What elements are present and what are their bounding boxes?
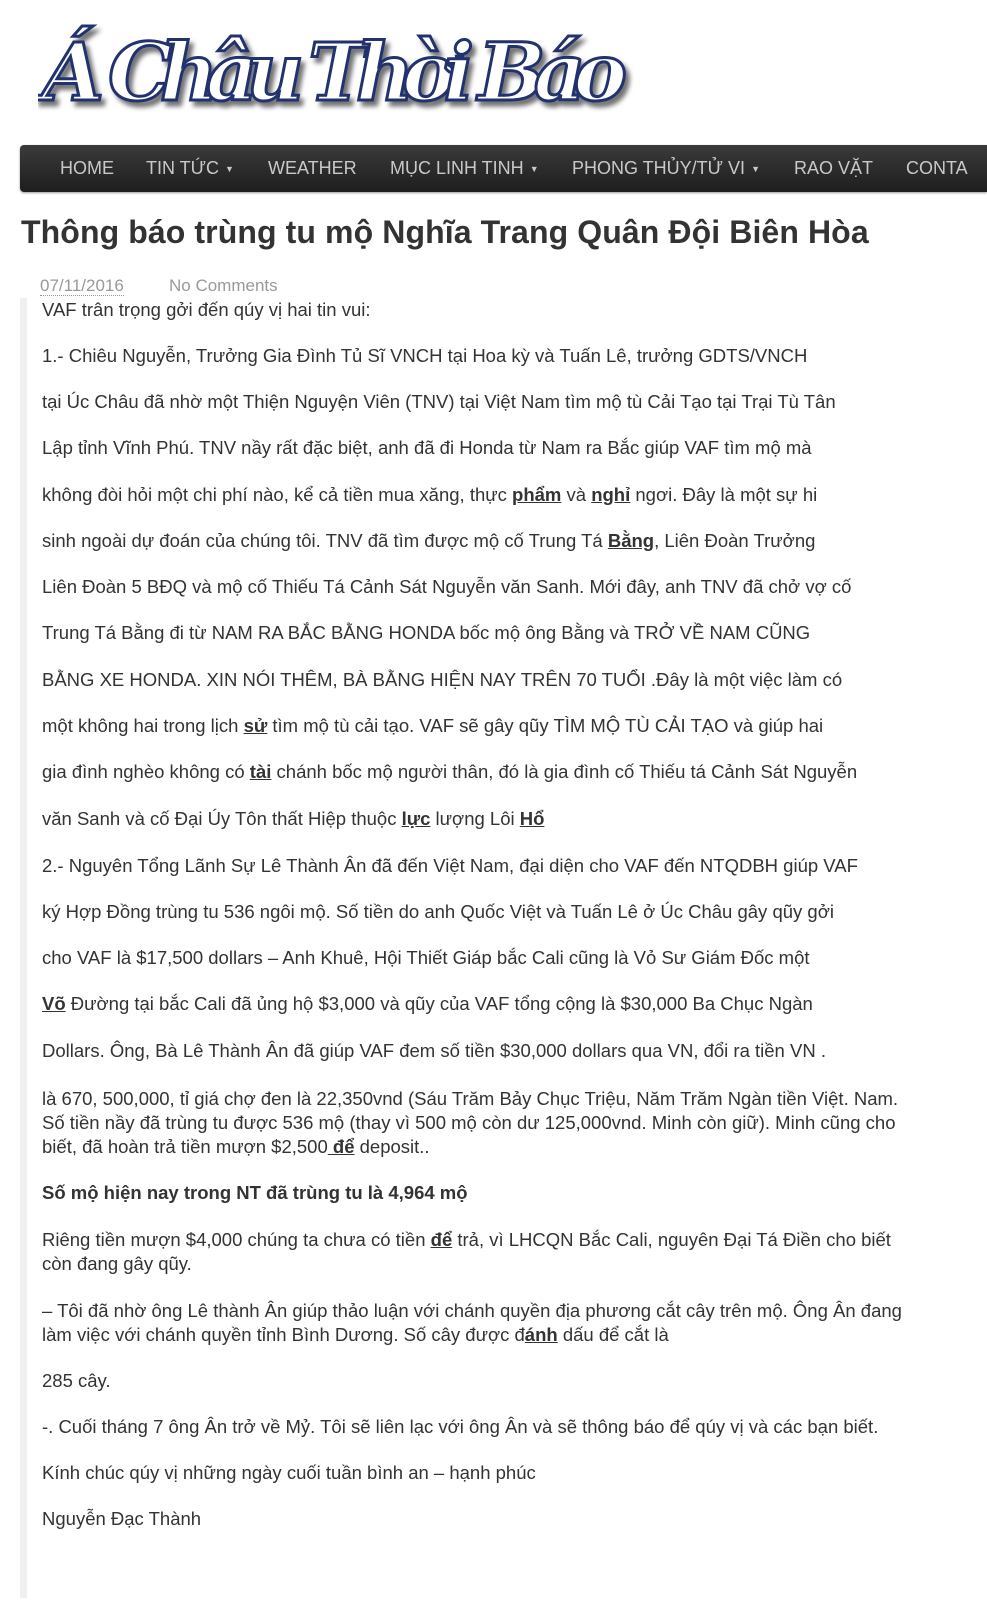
paragraph: -. Cuối tháng 7 ông Ân trở về Mỷ. Tôi sẽ liên lạc với ông Ân và sẽ thông báo để qúy vị và các bạn biết. xyxy=(42,1416,879,1437)
underlined-word: tài xyxy=(249,761,272,782)
nav-muc-linh-tinh[interactable] xyxy=(390,145,539,192)
nav-label: RAO VẶT xyxy=(794,158,874,178)
nav-label: WEATHER xyxy=(268,158,357,178)
text-run: , Liên Đoàn Trưởng xyxy=(654,530,816,551)
paragraph-line xyxy=(42,1324,669,1346)
underlined-word: để xyxy=(327,1136,355,1157)
paragraph-line: cho VAF là $17,500 dollars – Anh Khuê, Hội Thiết Giáp bắc Cali cũng là Vỏ Sư Giám Đốc một xyxy=(42,947,810,968)
article-meta xyxy=(40,276,278,296)
paragraph-line: Liên Đoàn 5 BĐQ và mộ cố Thiếu Tá Cảnh Sát Nguyễn văn Sanh. Mới đây, anh TNV đã chở vợ cố xyxy=(42,576,852,597)
underlined-word: Bằng xyxy=(607,530,655,551)
paragraph-line: ký Hợp Đồng trùng tu 536 ngôi mộ. Số tiền do anh Quốc Việt và Tuấn Lê ở Úc Châu gây qũy gởi xyxy=(42,901,834,922)
underlined-word: để xyxy=(430,1229,453,1250)
text-run: chánh bốc mộ người thân, đó là gia đình cố Thiếu tá Cảnh Sát Nguyễn xyxy=(271,761,858,782)
paragraph-line xyxy=(42,530,815,552)
caret-down-icon: ▼ xyxy=(751,164,760,174)
nav-weather[interactable] xyxy=(268,145,357,192)
nav-contact[interactable] xyxy=(906,145,968,192)
paragraph-line: BẰNG XE HONDA. XIN NÓI THÊM, BÀ BẰNG HIỆN NAY TRÊN 70 TUỔI .Đây là một việc làm có xyxy=(42,669,843,690)
article-title: Thông báo trùng tu mộ Nghĩa Trang Quân Đội Biên Hòa xyxy=(21,214,869,250)
paragraph-line xyxy=(42,715,823,737)
nav-rao-vat[interactable] xyxy=(794,145,873,192)
logo-text: Á Châu Thời Báo xyxy=(42,25,627,119)
nav-label: TIN TỨC xyxy=(146,158,220,178)
text-run: lượng Lôi xyxy=(430,808,520,829)
paragraph-line: – Tôi đã nhờ ông Lê thành Ân giúp thảo luận với chánh quyền địa phương cắt cây trên mộ. Ông Ân đang xyxy=(42,1300,902,1321)
underlined-word: ánh xyxy=(524,1324,558,1345)
logo-graphic xyxy=(38,6,638,126)
paragraph: 285 cây. xyxy=(42,1370,111,1391)
text-run: gia đình nghèo không có xyxy=(42,761,250,782)
text-run: không đòi hỏi một chi phí nào, kể cả tiền mua xăng, thực xyxy=(42,484,513,505)
text-run: Riêng tiền mượn $4,000 chúng ta chưa có tiền xyxy=(42,1229,431,1250)
caret-down-icon: ▼ xyxy=(225,164,234,174)
paragraph: VAF trân trọng gởi đến qúy vị hai tin vui: xyxy=(42,299,371,320)
paragraph-line: Lập tỉnh Vĩnh Phú. TNV nầy rất đặc biệt, anh đã đi Honda từ Nam ra Bắc giúp VAF tìm mộ mà xyxy=(42,437,812,458)
paragraph-bold: Số mộ hiện nay trong NT đã trùng tu là 4,964 mộ xyxy=(42,1182,468,1203)
nav-tin-tuc[interactable] xyxy=(146,145,234,192)
text-run: và xyxy=(561,484,592,505)
paragraph-line xyxy=(42,1229,891,1251)
text-run: tìm mộ tù cải tạo. VAF sẽ gây qũy TÌM MỘ TÙ CẢI TẠO và giúp hai xyxy=(267,715,824,736)
paragraph-line xyxy=(42,993,813,1015)
text-run: dấu để cắt là xyxy=(557,1324,669,1345)
underlined-word: Hổ xyxy=(519,808,545,829)
nav-label: PHONG THỦY/TỬ VI xyxy=(572,158,746,178)
paragraph-line xyxy=(42,484,817,506)
comments-link[interactable]: No Comments xyxy=(169,276,278,295)
paragraph-line xyxy=(42,808,544,830)
paragraph-line xyxy=(42,761,857,783)
underlined-word: sử xyxy=(243,715,268,736)
paragraph-line: tại Úc Châu đã nhờ một Thiện Nguyện Viên (TNV) tại Việt Nam tìm mộ tù Cải Tạo tại Trại Tù Tân xyxy=(42,391,836,412)
nav-label: HOME xyxy=(60,158,114,178)
text-run: trả, vì LHCQN Bắc Cali, nguyên Đại Tá Điền cho biết xyxy=(452,1229,891,1250)
paragraph: Kính chúc qúy vị những ngày cuối tuần bình an – hạnh phúc xyxy=(42,1462,536,1483)
text-run: biết, đã hoàn trả tiền mượn $2,500 xyxy=(42,1136,328,1157)
paragraph-line: 1.- Chiêu Nguyễn, Trưởng Gia Đình Tủ Sĩ VNCH tại Hoa kỳ và Tuấn Lê, trưởng GDTS/VNCH xyxy=(42,345,808,366)
nav-label: MỤC LINH TINH xyxy=(390,158,524,178)
caret-down-icon: ▼ xyxy=(529,164,539,174)
paragraph-line: 2.- Nguyên Tổng Lãnh Sự Lê Thành Ân đã đến Việt Nam, đại diện cho VAF đến NTQDBH giúp VAF xyxy=(42,855,858,876)
paragraph-line xyxy=(42,1136,430,1158)
underlined-word: phẩm xyxy=(512,484,562,505)
text-run: ngơi. Đây là một sự hi xyxy=(630,484,818,505)
text-run: Đường tại bắc Cali đã ủng hộ $3,000 và qũy của VAF tổng cộng là $30,000 Ba Chục Ngàn xyxy=(65,993,813,1014)
paragraph-line: Dollars. Ông, Bà Lê Thành Ân đã giúp VAF đem số tiền $30,000 dollars qua VN, đổi ra tiền VN . xyxy=(42,1040,826,1061)
paragraph-line: là 670, 500,000, tỉ giá chợ đen là 22,350vnd (Sáu Trăm Bảy Chục Triệu, Năm Trăm Ngàn tiền Việt. Nam. xyxy=(42,1088,899,1109)
text-run: văn Sanh và cố Đại Úy Tôn thất Hiệp thuộc xyxy=(42,808,402,829)
blockquote-bar xyxy=(20,298,27,1598)
text-run: làm việc với chánh quyền tỉnh Bình Dương. Số cây được đ xyxy=(42,1324,525,1345)
underlined-word: nghỉ xyxy=(591,484,631,505)
underlined-word: lực xyxy=(401,808,431,829)
text-run: sinh ngoài dự đoán của chúng tôi. TNV đã tìm được mộ cố Trung Tá xyxy=(42,530,608,551)
nav-home[interactable] xyxy=(60,145,114,192)
paragraph-line: còn đang gây qũy. xyxy=(42,1253,192,1274)
nav-label: CONTA xyxy=(906,158,968,178)
text-run: deposit.. xyxy=(354,1136,430,1157)
text-run: một không hai trong lịch xyxy=(42,715,244,736)
signature: Nguyễn Đạc Thành xyxy=(42,1508,202,1529)
nav-phong-thuy[interactable] xyxy=(572,145,760,192)
underlined-word: Võ xyxy=(42,993,66,1014)
paragraph-line: Số tiền nầy đã trùng tu được 536 mộ (thay vì 500 mộ còn dư 125,000vnd. Minh còn giữ). Minh cũng cho xyxy=(42,1112,896,1133)
site-logo[interactable] xyxy=(38,6,638,126)
main-navbar xyxy=(20,145,987,192)
post-date: 07/11/2016 xyxy=(40,276,124,295)
paragraph-line: Trung Tá Bằng đi từ NAM RA BẮC BẰNG HONDA bốc mộ ông Bằng và TRỞ VỀ NAM CŨNG xyxy=(42,622,811,643)
